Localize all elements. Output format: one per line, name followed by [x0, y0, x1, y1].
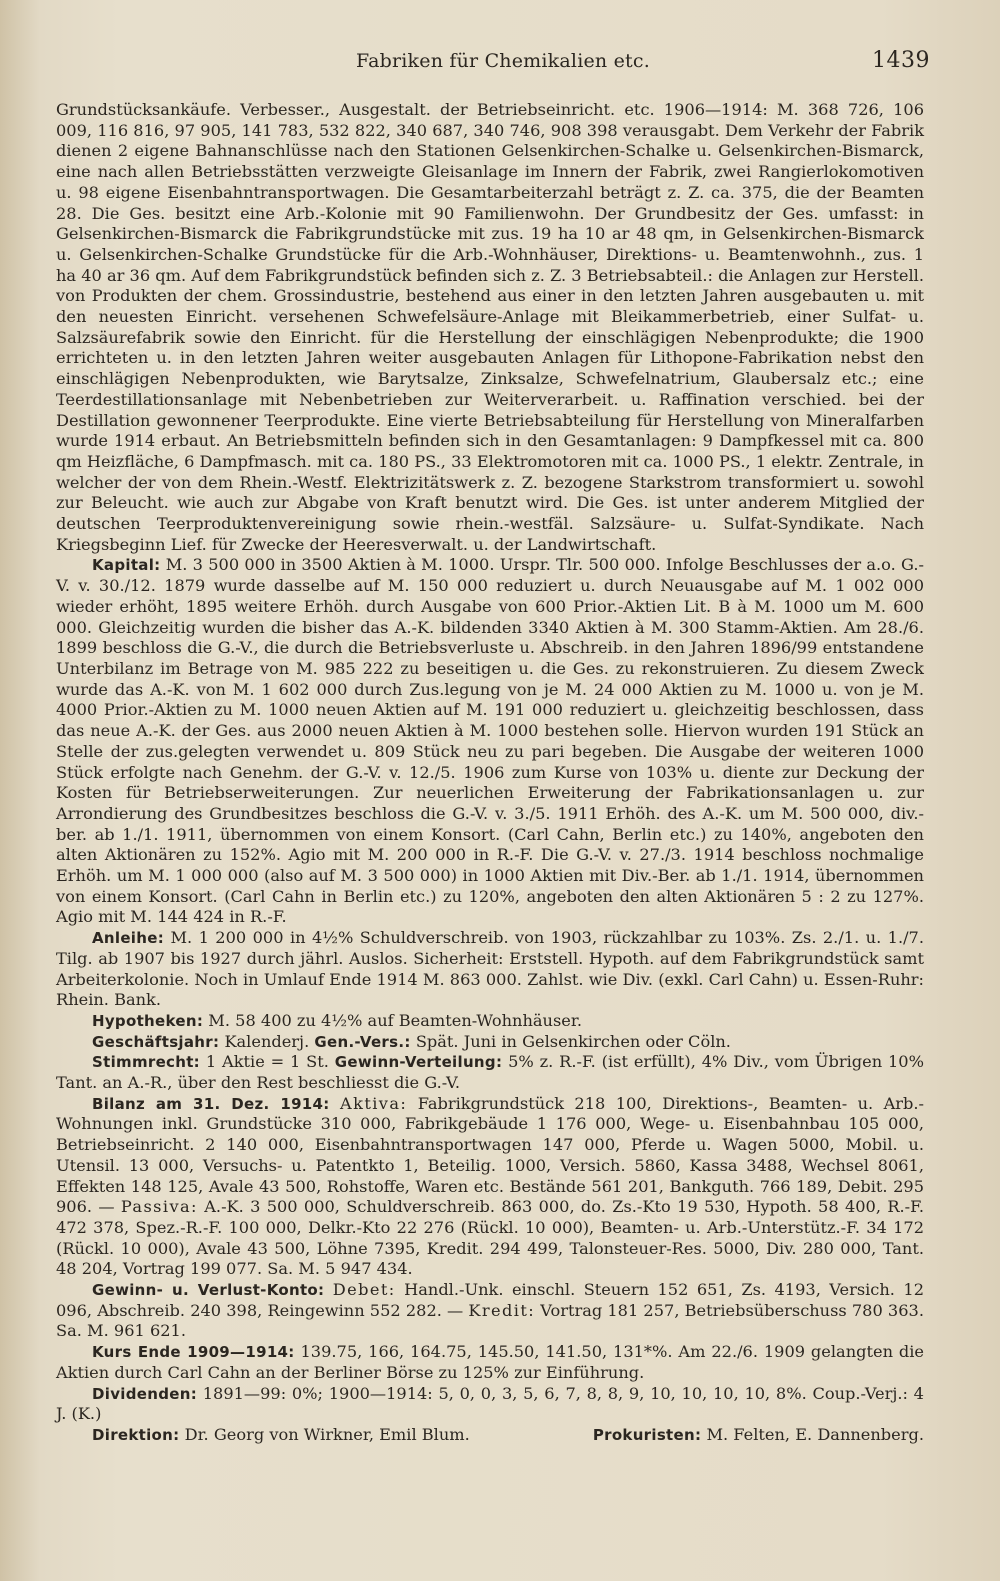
kapital-paragraph [56, 555, 924, 928]
direktion-line [56, 1425, 924, 1446]
hypotheken-paragraph [56, 1011, 924, 1032]
aktiva-label: Aktiva: [340, 1093, 408, 1113]
dividenden-label: Dividenden: [92, 1384, 197, 1403]
hypotheken-text: M. 58 400 zu 4½% auf Beamten-Wohnhäuser. [208, 1010, 582, 1030]
stimmrecht-label: Stimmrecht: [92, 1053, 200, 1072]
prokuristen-text: M. Felten, E. Dannenberg. [706, 1425, 924, 1444]
kurs-label: Kurs Ende 1909—1914: [92, 1343, 295, 1362]
page-header [0, 50, 1000, 82]
running-title: Fabriken für Chemikalien etc. [356, 50, 650, 72]
kredit-text: Vortrag 181 257, Betriebsüberschuss 780 363. Sa. M. 961 621. [56, 1300, 924, 1341]
bilanz-label: Bilanz am 31. Dez. 1914: [92, 1094, 330, 1113]
hypotheken-label: Hypotheken: [92, 1011, 204, 1030]
page-body [56, 100, 924, 1446]
geschaeftsjahr-text: Kalenderj. [224, 1031, 310, 1051]
bilanz-paragraph [56, 1094, 924, 1280]
passiva-label: Passiva: [120, 1197, 198, 1217]
gen-vers-label: Gen.-Vers.: [314, 1032, 411, 1051]
dividenden-paragraph [56, 1384, 924, 1425]
page-number: 1439 [872, 48, 930, 73]
debet-label: Debet: [332, 1280, 396, 1300]
kredit-label: Kredit: [468, 1300, 536, 1320]
gen-vers-text: Spät. Juni in Gelsenkirchen oder Cöln. [415, 1031, 731, 1051]
gewinn-verteilung-text: 5% z. R.-F. (ist erfüllt), 4% Div., vom Übrigen 10% Tant. an A.-R., über den Rest beschliesst die G.-V. [56, 1052, 924, 1093]
anleihe-paragraph [56, 928, 924, 1011]
kurs-text: 139.75, 166, 164.75, 145.50, 141.50, 131*%. Am 22./6. 1909 gelangten die Aktien durch Carl Cahn an der Berliner Börse zu 125% zur Einführung. [56, 1342, 924, 1382]
gewinn-paragraph [56, 1280, 924, 1342]
stimmrecht-paragraph [56, 1052, 924, 1093]
passiva-text: A.-K. 3 500 000, Schuldverschreib. 863 000, do. Zs.-Kto 19 530, Hypoth. 58 400, R.-F. 472 378, Spez.-R.-F. 100 000, Delkr.-Kto 22 276 (Rückl. 10 000), Beamten- u. Arb.-Unterstütz.-F. 34 172 (Rückl. 10 000), Avale 43 500, Löhne 7395, Kredit. 294 499, Talonsteuer-Res. 5000, Div. 280 000, Tant. 48 204, Vortrag 199 077. Sa. M. 5 947 434. [56, 1197, 924, 1279]
geschaeftsjahr-label: Geschäftsjahr: [92, 1032, 220, 1051]
anleihe-label: Anleihe: [92, 929, 164, 948]
gewinn-verteilung-label: Gewinn-Verteilung: [334, 1053, 503, 1072]
direktion-text: Dr. Georg von Wirkner, Emil Blum. [184, 1425, 470, 1444]
kapital-text: M. 3 500 000 in 3500 Aktien à M. 1000. Urspr. Tlr. 500 000. Infolge Beschlusses der a.o. G.-V. v. 30./12. 1879 wurde dasselbe auf M. 150 000 reduziert u. durch Neuausgabe auf M. 1 002 000 wieder erhöht, 1895 weitere Erhöh. durch Ausgabe von 600 Prior.-Aktien Lit. B à M. 1000 um M. 600 000. Gleichzeitig wurden die bisher das A.-K. bildenden 3340 Aktien à M. 300 Stamm-Aktien. Am 28./6. 1899 beschloss die G.-V., die durch die Betriebsverluste u. Abschreib. in den Jahren 1896/99 entstandene Unterbilanz im Betrage von M. 985 222 zu beseitigen u. die Ges. zu rekonstruieren. Zu diesem Zweck wurde das A.-K. von M. 1 602 000 durch Zus.legung von je M. 24 000 Aktien zu M. 1000 u. von je M. 4000 Prior.-Aktien zu M. 1000 neuen Aktien auf M. 191 000 reduziert u. gleichzeitig beschlossen, dass das neue A.-K. der Ges. aus 2000 neuen Aktien à M. 1000 bestehen solle. Hiervon wurden 191 Stück an Stelle der zus.gelegten verwendet u. 809 Stück neu zu pari begeben. Die Ausgabe der weiteren 1000 Stück erfolgte nach Genehm. der G.-V. v. 12./5. 1906 zum Kurse von 103% u. diente zur Deckung der Kosten für Betriebserweiterungen. Zur neuerlichen Erweiterung der Fabrikationsanlagen u. zur Arrondierung des Grundbesitzes beschloss die G.-V. v. 3./5. 1911 Erhöh. des A.-K. um M. 500 000, div.-ber. ab 1./1. 1911, übernommen von einem Konsort. (Carl Cahn, Berlin etc.) zu 140%, angeboten den alten Aktionären zu 152%. Agio mit M. 200 000 in R.-F. Die G.-V. v. 27./3. 1914 beschloss nochmalige Erhöh. um M. 1 000 000 (also auf M. 3 500 000) in 1000 Aktien mit Div.-Ber. ab 1./1. 1914, übernommen von einem Konsort. (Carl Cahn in Berlin etc.) zu 120%, angeboten den alten Aktionären 5 : 2 zu 127%. Agio mit M. 144 424 in R.-F. [56, 555, 924, 927]
anleihe-text: M. 1 200 000 in 4½% Schuldverschreib. von 1903, rückzahlbar zu 103%. Zs. 2./1. u. 1./7. Tilg. ab 1907 bis 1927 durch jährl. Auslos. Sicherheit: Erststell. Hypoth. auf dem Fabrikgrundstück samt Arbeiterkolonie. Noch in Umlauf Ende 1914 M. 863 000. Zahlst. wie Div. (exkl. Carl Cahn) u. Essen-Ruhr: Rhein. Bank. [56, 928, 924, 1010]
direktion-label: Direktion: [92, 1426, 180, 1444]
gewinn-label: Gewinn- u. Verlust-Konto: [92, 1281, 325, 1300]
prokuristen-label: Prokuristen: [592, 1426, 702, 1444]
dividenden-text: 1891—99: 0%; 1900—1914: 5, 0, 0, 3, 5, 6, 7, 8, 8, 9, 10, 10, 10, 10, 8%. Coup.-Verj.: 4 J. (K.) [56, 1383, 924, 1424]
page-binding-shadow [0, 0, 22, 1581]
intro-text: Grundstücksankäufe. Verbesser., Ausgestalt. der Betriebseinricht. etc. 1906—1914: M. 368 726, 106 009, 116 816, 97 905, 141 783, 532 822, 340 687, 340 746, 908 398 verausgabt. Dem Verkehr der Fabrik dienen 2 eigene Bahnanschlüsse nach den Stationen Gelsenkirchen-Schalke u. Gelsenkirchen-Bismarck, eine nach allen Betriebsstätten verzweigte Gleisanlage im Innern der Fabrik, zwei Rangierlokomotiven u. 98 eigene Eisenbahntransportwagen. Die Gesamtarbeiterzahl beträgt z. Z. ca. 375, die der Beamten 28. Die Ges. besitzt eine Arb.-Kolonie mit 90 Familienwohn. Der Grundbesitz der Ges. umfasst: in Gelsenkirchen-Bismarck die Fabrikgrundstücke mit zus. 19 ha 10 ar 48 qm, in Gelsenkirchen-Bismarck u. Gelsenkirchen-Schalke Grundstücke für die Arb.-Wohnhäuser, Direktions- u. Beamtenwohnh., zus. 1 ha 40 ar 36 qm. Auf dem Fabrikgrundstück befinden sich z. Z. 3 Betriebsabteil.: die Anlagen zur Herstell. von Produkten der chem. Grossindustrie, bestehend aus einer in den letzten Jahren ausgebauten u. mit den neuesten Einricht. versehenen Schwefelsäure-Anlage mit Bleikammerbetrieb, einer Sulfat- u. Salzsäurefabrik sowie den Einricht. für die Herstellung der einschlägigen Nebenprodukte; die 1900 errichteten u. in den letzten Jahren weiter ausgebauten Anlagen für Lithopone-Fabrikation nebst den einschlägigen Nebenprodukten, wie Barytsalze, Zinksalze, Schwefelnatrium, Glaubersalz etc.; eine Teerdestillationsanlage mit Nebenbetrieben zur Weiterverarbeit. u. Raffination verschied. bei der Destillation gewonnener Teerprodukte. Eine vierte Betriebsabteilung für Herstellung von Mineralfarben wurde 1914 erbaut. An Betriebsmitteln befinden sich in den Gesamtanlagen: 9 Dampfkessel mit ca. 800 qm Heizfläche, 6 Dampfmasch. mit ca. 180 PS., 33 Elektromotoren mit ca. 1000 PS., 1 elektr. Zentrale, in welcher der von dem Rhein.-Westf. Elektrizitätswerk z. Z. bezogene Starkstrom transformiert u. sowohl zur Beleucht. wie auch zur Abgabe von Kraft benutzt wird. Die Ges. ist unter anderem Mitglied der deutschen Teerproduktenvereinigung sowie rhein.-westfäl. Salzsäure- u. Sulfat-Syndikate. Nach Kriegsbeginn Lief. für Zwecke der Heeresverwalt. u. der Landwirtschaft. [56, 100, 924, 554]
direktion-group [92, 1425, 470, 1446]
kapital-label: Kapital: [92, 556, 161, 575]
stimmrecht-text: 1 Aktie = 1 St. [205, 1052, 329, 1072]
intro-paragraph [56, 100, 924, 555]
prokuristen-group [593, 1425, 924, 1446]
debet-text: Handl.-Unk. einschl. Steuern 152 651, Zs. 4193, Versich. 12 096, Abschreib. 240 398, Reingewinn 552 282. — [56, 1280, 924, 1320]
aktiva-text: Fabrikgrundstück 218 100, Direktions-, Beamten- u. Arb.-Wohnungen inkl. Grundstücke 310 000, Fabrikgebäude 1 176 000, Wege- u. Eisenbahnbau 105 000, Betriebseinricht. 2 140 000, Eisenbahntransportwagen 147 000, Pferde u. Wagen 5000, Mobil. u. Utensil. 13 000, Versuchs- u. Patentkto 1, Beteilig. 1000, Versich. 5860, Kassa 3488, Wechsel 8061, Effekten 148 125, Avale 43 500, Rohstoffe, Waren etc. Bestände 561 201, Bankguth. 766 189, Debit. 295 906. — [56, 1093, 924, 1217]
kurs-paragraph [56, 1342, 924, 1383]
geschaeftsjahr-paragraph [56, 1032, 924, 1053]
